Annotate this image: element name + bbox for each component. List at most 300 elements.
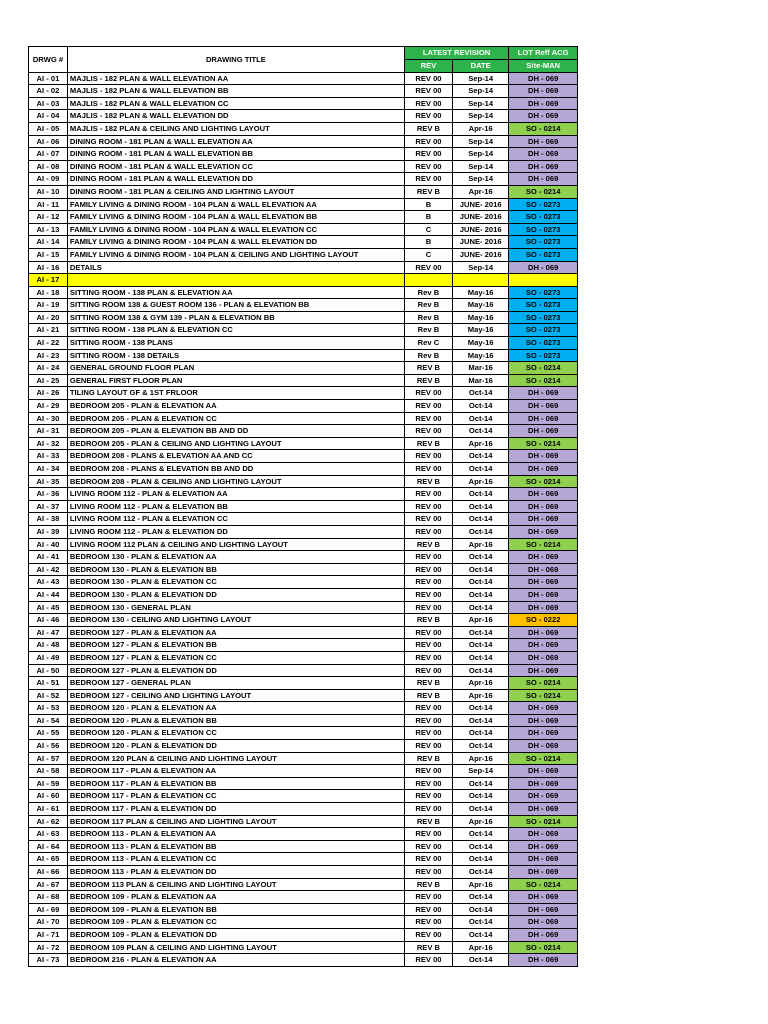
cell-rev: REV B — [404, 475, 452, 488]
cell-lot-ref: DH - 069 — [509, 160, 578, 173]
cell-rev: REV 00 — [404, 840, 452, 853]
cell-drawing-title: BEDROOM 127 - GENERAL PLAN — [67, 677, 404, 690]
cell-drwg-no: AI - 22 — [29, 337, 68, 350]
cell-rev: B — [404, 236, 452, 249]
cell-drawing-title: LIVING ROOM 112 - PLAN & ELEVATION AA — [67, 488, 404, 501]
cell-drwg-no: AI - 23 — [29, 349, 68, 362]
cell-lot-ref: SO - 0273 — [509, 324, 578, 337]
cell-rev: REV 00 — [404, 891, 452, 904]
cell-date: JUNE- 2016 — [453, 198, 509, 211]
cell-drwg-no: AI - 10 — [29, 185, 68, 198]
table-row — [29, 362, 578, 375]
cell-rev: REV 00 — [404, 387, 452, 400]
cell-drawing-title — [67, 274, 404, 287]
cell-drwg-no: AI - 19 — [29, 299, 68, 312]
cell-drawing-title: BEDROOM 130 - CEILING AND LIGHTING LAYOUT — [67, 614, 404, 627]
cell-drawing-title: SITTING ROOM - 138 DETAILS — [67, 349, 404, 362]
cell-rev: Rev B — [404, 286, 452, 299]
table-row — [29, 626, 578, 639]
cell-lot-ref: DH - 069 — [509, 173, 578, 186]
cell-drwg-no: AI - 04 — [29, 110, 68, 123]
cell-drwg-no: AI - 29 — [29, 400, 68, 413]
cell-drwg-no: AI - 70 — [29, 916, 68, 929]
cell-lot-ref: DH - 069 — [509, 148, 578, 161]
cell-drwg-no: AI - 69 — [29, 903, 68, 916]
cell-date: Oct-14 — [453, 777, 509, 790]
cell-drwg-no: AI - 43 — [29, 576, 68, 589]
cell-lot-ref: SO - 0273 — [509, 337, 578, 350]
cell-drwg-no: AI - 60 — [29, 790, 68, 803]
table-body — [29, 72, 578, 966]
cell-rev: REV 00 — [404, 450, 452, 463]
cell-lot-ref: DH - 069 — [509, 765, 578, 778]
cell-rev: REV B — [404, 374, 452, 387]
cell-drawing-title: FAMILY LIVING & DINING ROOM - 104 PLAN & CEILING AND LIGHTING LAYOUT — [67, 248, 404, 261]
cell-rev: REV 00 — [404, 853, 452, 866]
cell-rev: REV 00 — [404, 513, 452, 526]
cell-date: Oct-14 — [453, 387, 509, 400]
table-row — [29, 110, 578, 123]
cell-rev: REV 00 — [404, 110, 452, 123]
cell-drawing-title: BEDROOM 216 - PLAN & ELEVATION AA — [67, 954, 404, 967]
cell-rev: REV 00 — [404, 626, 452, 639]
cell-drawing-title: BEDROOM 127 - PLAN & ELEVATION CC — [67, 651, 404, 664]
cell-drawing-title: BEDROOM 117 PLAN & CEILING AND LIGHTING LAYOUT — [67, 815, 404, 828]
cell-date: Sep-14 — [453, 173, 509, 186]
cell-lot-ref: DH - 069 — [509, 576, 578, 589]
cell-date: Oct-14 — [453, 463, 509, 476]
header-lot-reff: LOT Reff ACG — [509, 47, 578, 60]
cell-lot-ref: SO - 0273 — [509, 211, 578, 224]
table-row — [29, 173, 578, 186]
cell-drawing-title: SITTING ROOM 138 & GUEST ROOM 136 - PLAN & ELEVATION BB — [67, 299, 404, 312]
cell-lot-ref: SO - 0273 — [509, 223, 578, 236]
cell-lot-ref: SO - 0214 — [509, 122, 578, 135]
cell-rev: REV 00 — [404, 639, 452, 652]
table-row — [29, 500, 578, 513]
cell-drawing-title: GENERAL FIRST FLOOR PLAN — [67, 374, 404, 387]
cell-lot-ref: SO - 0222 — [509, 614, 578, 627]
cell-date: JUNE- 2016 — [453, 211, 509, 224]
cell-drwg-no: AI - 51 — [29, 677, 68, 690]
cell-lot-ref: SO - 0214 — [509, 689, 578, 702]
cell-date: Apr-16 — [453, 185, 509, 198]
table-row — [29, 400, 578, 413]
table-row — [29, 828, 578, 841]
cell-lot-ref: DH - 069 — [509, 387, 578, 400]
cell-rev: REV 00 — [404, 651, 452, 664]
cell-date: Oct-14 — [453, 840, 509, 853]
cell-rev: REV B — [404, 878, 452, 891]
cell-lot-ref: SO - 0273 — [509, 248, 578, 261]
header-drawing-title: DRAWING TITLE — [67, 47, 404, 73]
cell-lot-ref: SO - 0214 — [509, 475, 578, 488]
cell-date: Apr-16 — [453, 538, 509, 551]
table-row — [29, 198, 578, 211]
cell-rev: REV 00 — [404, 803, 452, 816]
cell-drwg-no: AI - 67 — [29, 878, 68, 891]
cell-rev: REV B — [404, 362, 452, 375]
cell-rev: REV 00 — [404, 916, 452, 929]
table-row — [29, 815, 578, 828]
table-row — [29, 702, 578, 715]
cell-rev: REV B — [404, 614, 452, 627]
cell-date: Oct-14 — [453, 702, 509, 715]
cell-rev: REV 00 — [404, 576, 452, 589]
cell-drawing-title: BEDROOM 127 - PLAN & ELEVATION DD — [67, 664, 404, 677]
table-row — [29, 324, 578, 337]
table-row — [29, 538, 578, 551]
cell-date: Oct-14 — [453, 954, 509, 967]
cell-drawing-title: BEDROOM 120 PLAN & CEILING AND LIGHTING LAYOUT — [67, 752, 404, 765]
cell-rev: REV B — [404, 689, 452, 702]
cell-rev: REV 00 — [404, 702, 452, 715]
cell-drawing-title: SITTING ROOM - 138 PLAN & ELEVATION CC — [67, 324, 404, 337]
cell-drawing-title: BEDROOM 117 - PLAN & ELEVATION AA — [67, 765, 404, 778]
cell-rev: REV B — [404, 815, 452, 828]
cell-drwg-no: AI - 12 — [29, 211, 68, 224]
cell-drwg-no: AI - 41 — [29, 551, 68, 564]
cell-lot-ref: DH - 069 — [509, 85, 578, 98]
cell-drwg-no: AI - 36 — [29, 488, 68, 501]
table-row — [29, 248, 578, 261]
cell-rev: REV 00 — [404, 463, 452, 476]
header-date: DATE — [453, 60, 509, 73]
table-row — [29, 236, 578, 249]
cell-drwg-no: AI - 08 — [29, 160, 68, 173]
cell-rev: REV 00 — [404, 525, 452, 538]
cell-drwg-no: AI - 15 — [29, 248, 68, 261]
cell-drwg-no: AI - 02 — [29, 85, 68, 98]
drawing-register-table — [28, 46, 578, 967]
cell-drwg-no: AI - 39 — [29, 525, 68, 538]
table-row — [29, 740, 578, 753]
cell-drawing-title: BEDROOM 120 - PLAN & ELEVATION DD — [67, 740, 404, 753]
cell-drawing-title: SITTING ROOM - 138 PLAN & ELEVATION AA — [67, 286, 404, 299]
table-row — [29, 311, 578, 324]
cell-drwg-no: AI - 52 — [29, 689, 68, 702]
cell-lot-ref: SO - 0273 — [509, 286, 578, 299]
cell-drawing-title: BEDROOM 113 - PLAN & ELEVATION DD — [67, 866, 404, 879]
table-row — [29, 903, 578, 916]
cell-drawing-title: BEDROOM 113 - PLAN & ELEVATION CC — [67, 853, 404, 866]
table-row — [29, 286, 578, 299]
cell-date: Sep-14 — [453, 135, 509, 148]
table-row — [29, 387, 578, 400]
table-row — [29, 337, 578, 350]
cell-drawing-title: LIVING ROOM 112 - PLAN & ELEVATION DD — [67, 525, 404, 538]
cell-drwg-no: AI - 58 — [29, 765, 68, 778]
table-row — [29, 463, 578, 476]
cell-drwg-no: AI - 65 — [29, 853, 68, 866]
cell-date: Oct-14 — [453, 903, 509, 916]
cell-lot-ref: SO - 0214 — [509, 437, 578, 450]
cell-rev: REV 00 — [404, 85, 452, 98]
table-row — [29, 803, 578, 816]
table-row — [29, 891, 578, 904]
table-row — [29, 576, 578, 589]
table-row — [29, 651, 578, 664]
cell-date: Oct-14 — [453, 866, 509, 879]
cell-lot-ref: DH - 069 — [509, 525, 578, 538]
table-row — [29, 689, 578, 702]
cell-drawing-title: BEDROOM 117 - PLAN & ELEVATION CC — [67, 790, 404, 803]
table-row — [29, 223, 578, 236]
cell-date: Oct-14 — [453, 626, 509, 639]
cell-lot-ref: SO - 0214 — [509, 815, 578, 828]
cell-drwg-no: AI - 47 — [29, 626, 68, 639]
cell-date: Oct-14 — [453, 928, 509, 941]
cell-date: May-16 — [453, 349, 509, 362]
cell-rev: REV B — [404, 677, 452, 690]
cell-drawing-title: BEDROOM 113 - PLAN & ELEVATION AA — [67, 828, 404, 841]
cell-date: Oct-14 — [453, 513, 509, 526]
cell-lot-ref: DH - 069 — [509, 928, 578, 941]
cell-rev: Rev B — [404, 299, 452, 312]
cell-rev: REV 00 — [404, 173, 452, 186]
table-header — [29, 47, 578, 73]
cell-drwg-no: AI - 03 — [29, 97, 68, 110]
cell-rev: REV B — [404, 122, 452, 135]
table-row — [29, 349, 578, 362]
cell-rev: REV 00 — [404, 954, 452, 967]
table-row — [29, 752, 578, 765]
cell-drwg-no: AI - 37 — [29, 500, 68, 513]
cell-drawing-title: SITTING ROOM 138 & GYM 139 - PLAN & ELEVATION BB — [67, 311, 404, 324]
cell-drawing-title: FAMILY LIVING & DINING ROOM - 104 PLAN & WALL ELEVATION AA — [67, 198, 404, 211]
cell-drwg-no: AI - 68 — [29, 891, 68, 904]
cell-drwg-no: AI - 56 — [29, 740, 68, 753]
cell-drwg-no: AI - 09 — [29, 173, 68, 186]
cell-lot-ref: DH - 069 — [509, 551, 578, 564]
cell-drawing-title: BEDROOM 205 - PLAN & ELEVATION AA — [67, 400, 404, 413]
table-row — [29, 299, 578, 312]
table-row — [29, 412, 578, 425]
table-row — [29, 614, 578, 627]
table-row — [29, 513, 578, 526]
cell-drwg-no: AI - 55 — [29, 727, 68, 740]
cell-date: Oct-14 — [453, 853, 509, 866]
cell-rev: Rev B — [404, 349, 452, 362]
cell-drwg-no: AI - 49 — [29, 651, 68, 664]
cell-rev: C — [404, 248, 452, 261]
cell-lot-ref: DH - 069 — [509, 891, 578, 904]
cell-rev: REV B — [404, 185, 452, 198]
table-row — [29, 261, 578, 274]
cell-lot-ref: SO - 0214 — [509, 752, 578, 765]
cell-lot-ref: DH - 069 — [509, 916, 578, 929]
cell-date: May-16 — [453, 286, 509, 299]
cell-rev: REV 00 — [404, 714, 452, 727]
cell-drwg-no: AI - 11 — [29, 198, 68, 211]
table-row — [29, 475, 578, 488]
cell-drawing-title: BEDROOM 130 - PLAN & ELEVATION BB — [67, 563, 404, 576]
cell-drawing-title: BEDROOM 113 PLAN & CEILING AND LIGHTING LAYOUT — [67, 878, 404, 891]
cell-date: May-16 — [453, 299, 509, 312]
cell-drawing-title: BEDROOM 205 - PLAN & ELEVATION CC — [67, 412, 404, 425]
cell-rev: REV 00 — [404, 551, 452, 564]
cell-drawing-title: GENERAL GROUND FLOOR PLAN — [67, 362, 404, 375]
cell-lot-ref: DH - 069 — [509, 853, 578, 866]
cell-drawing-title: FAMILY LIVING & DINING ROOM - 104 PLAN & WALL ELEVATION CC — [67, 223, 404, 236]
table-row — [29, 601, 578, 614]
cell-lot-ref: DH - 069 — [509, 412, 578, 425]
table-row — [29, 563, 578, 576]
table-row — [29, 954, 578, 967]
table-row — [29, 450, 578, 463]
table-row — [29, 941, 578, 954]
table-row — [29, 551, 578, 564]
cell-lot-ref: DH - 069 — [509, 400, 578, 413]
cell-lot-ref: DH - 069 — [509, 72, 578, 85]
cell-date: Oct-14 — [453, 891, 509, 904]
cell-lot-ref: DH - 069 — [509, 803, 578, 816]
cell-drawing-title: BEDROOM 109 - PLAN & ELEVATION DD — [67, 928, 404, 941]
cell-drwg-no: AI - 16 — [29, 261, 68, 274]
cell-date: Oct-14 — [453, 651, 509, 664]
cell-date: Oct-14 — [453, 601, 509, 614]
cell-date: Sep-14 — [453, 148, 509, 161]
cell-drwg-no: AI - 18 — [29, 286, 68, 299]
cell-lot-ref: DH - 069 — [509, 588, 578, 601]
cell-rev: REV 00 — [404, 765, 452, 778]
cell-lot-ref: DH - 069 — [509, 840, 578, 853]
cell-drawing-title: BEDROOM 208 - PLANS & ELEVATION AA AND CC — [67, 450, 404, 463]
cell-drwg-no: AI - 73 — [29, 954, 68, 967]
cell-lot-ref: SO - 0214 — [509, 878, 578, 891]
cell-rev: REV 00 — [404, 903, 452, 916]
cell-date: Apr-16 — [453, 752, 509, 765]
cell-date: May-16 — [453, 337, 509, 350]
cell-lot-ref: DH - 069 — [509, 563, 578, 576]
cell-lot-ref: DH - 069 — [509, 740, 578, 753]
cell-drawing-title: BEDROOM 208 - PLANS & ELEVATION BB AND DD — [67, 463, 404, 476]
cell-date: Sep-14 — [453, 85, 509, 98]
cell-date: Sep-14 — [453, 160, 509, 173]
cell-lot-ref: SO - 0214 — [509, 941, 578, 954]
cell-drawing-title: LIVING ROOM 112 - PLAN & ELEVATION BB — [67, 500, 404, 513]
cell-date: Mar-16 — [453, 362, 509, 375]
table-row — [29, 122, 578, 135]
cell-rev: REV 00 — [404, 72, 452, 85]
table-row — [29, 677, 578, 690]
table-row — [29, 185, 578, 198]
cell-drwg-no: AI - 71 — [29, 928, 68, 941]
cell-drawing-title: BEDROOM 127 - PLAN & ELEVATION AA — [67, 626, 404, 639]
cell-drawing-title: BEDROOM 130 - PLAN & ELEVATION AA — [67, 551, 404, 564]
cell-rev: REV B — [404, 752, 452, 765]
cell-drawing-title: MAJLIS - 182 PLAN & WALL ELEVATION CC — [67, 97, 404, 110]
cell-lot-ref: SO - 0273 — [509, 236, 578, 249]
cell-drwg-no: AI - 07 — [29, 148, 68, 161]
header-latest-revision: LATEST REVISION — [404, 47, 508, 60]
cell-date: Oct-14 — [453, 525, 509, 538]
cell-drwg-no: AI - 61 — [29, 803, 68, 816]
cell-drawing-title: BEDROOM 127 - CEILING AND LIGHTING LAYOUT — [67, 689, 404, 702]
cell-lot-ref — [509, 274, 578, 287]
cell-date: Oct-14 — [453, 714, 509, 727]
cell-drwg-no: AI - 40 — [29, 538, 68, 551]
cell-lot-ref: DH - 069 — [509, 110, 578, 123]
cell-date: Oct-14 — [453, 488, 509, 501]
cell-date: Sep-14 — [453, 72, 509, 85]
table-row — [29, 727, 578, 740]
cell-drawing-title: BEDROOM 109 PLAN & CEILING AND LIGHTING LAYOUT — [67, 941, 404, 954]
cell-lot-ref: SO - 0214 — [509, 374, 578, 387]
cell-drwg-no: AI - 62 — [29, 815, 68, 828]
cell-rev: REV B — [404, 437, 452, 450]
cell-rev: B — [404, 211, 452, 224]
cell-lot-ref: DH - 069 — [509, 626, 578, 639]
cell-date: Oct-14 — [453, 563, 509, 576]
table-row — [29, 148, 578, 161]
cell-lot-ref: DH - 069 — [509, 639, 578, 652]
cell-date: JUNE- 2016 — [453, 223, 509, 236]
cell-date: Oct-14 — [453, 400, 509, 413]
table-row — [29, 866, 578, 879]
cell-date: Oct-14 — [453, 790, 509, 803]
cell-date: Oct-14 — [453, 551, 509, 564]
cell-drwg-no: AI - 48 — [29, 639, 68, 652]
cell-rev: REV 00 — [404, 727, 452, 740]
cell-lot-ref: DH - 069 — [509, 463, 578, 476]
cell-drawing-title: BEDROOM 117 - PLAN & ELEVATION DD — [67, 803, 404, 816]
cell-lot-ref: DH - 069 — [509, 513, 578, 526]
cell-drawing-title: MAJLIS - 182 PLAN & CEILING AND LIGHTING LAYOUT — [67, 122, 404, 135]
table-row — [29, 374, 578, 387]
cell-lot-ref: SO - 0273 — [509, 299, 578, 312]
cell-drawing-title: BEDROOM 130 - PLAN & ELEVATION CC — [67, 576, 404, 589]
cell-rev: REV 00 — [404, 777, 452, 790]
cell-rev: REV 00 — [404, 425, 452, 438]
cell-date: Apr-16 — [453, 815, 509, 828]
cell-drwg-no: AI - 24 — [29, 362, 68, 375]
table-row — [29, 211, 578, 224]
cell-drwg-no: AI - 63 — [29, 828, 68, 841]
table-row — [29, 840, 578, 853]
cell-lot-ref: SO - 0214 — [509, 538, 578, 551]
table-row — [29, 72, 578, 85]
cell-lot-ref: DH - 069 — [509, 828, 578, 841]
cell-date: Oct-14 — [453, 803, 509, 816]
cell-drawing-title: FAMILY LIVING & DINING ROOM - 104 PLAN & WALL ELEVATION BB — [67, 211, 404, 224]
cell-date: Apr-16 — [453, 475, 509, 488]
cell-drwg-no: AI - 42 — [29, 563, 68, 576]
cell-drawing-title: MAJLIS - 182 PLAN & WALL ELEVATION BB — [67, 85, 404, 98]
cell-drawing-title: BEDROOM 130 - PLAN & ELEVATION DD — [67, 588, 404, 601]
header-rev: REV — [404, 60, 452, 73]
cell-drwg-no: AI - 20 — [29, 311, 68, 324]
cell-rev: REV 00 — [404, 601, 452, 614]
cell-drwg-no: AI - 46 — [29, 614, 68, 627]
cell-rev: Rev C — [404, 337, 452, 350]
cell-drawing-title: BEDROOM 208 - PLAN & CEILING AND LIGHTING LAYOUT — [67, 475, 404, 488]
cell-date: Oct-14 — [453, 740, 509, 753]
table-row — [29, 135, 578, 148]
cell-drwg-no: AI - 26 — [29, 387, 68, 400]
cell-drwg-no: AI - 17 — [29, 274, 68, 287]
cell-lot-ref: DH - 069 — [509, 97, 578, 110]
cell-rev: REV B — [404, 538, 452, 551]
cell-rev: B — [404, 198, 452, 211]
cell-lot-ref: DH - 069 — [509, 135, 578, 148]
table-row — [29, 437, 578, 450]
cell-drwg-no: AI - 50 — [29, 664, 68, 677]
cell-lot-ref: SO - 0214 — [509, 185, 578, 198]
cell-drwg-no: AI - 54 — [29, 714, 68, 727]
cell-lot-ref: DH - 069 — [509, 664, 578, 677]
cell-date: Sep-14 — [453, 110, 509, 123]
